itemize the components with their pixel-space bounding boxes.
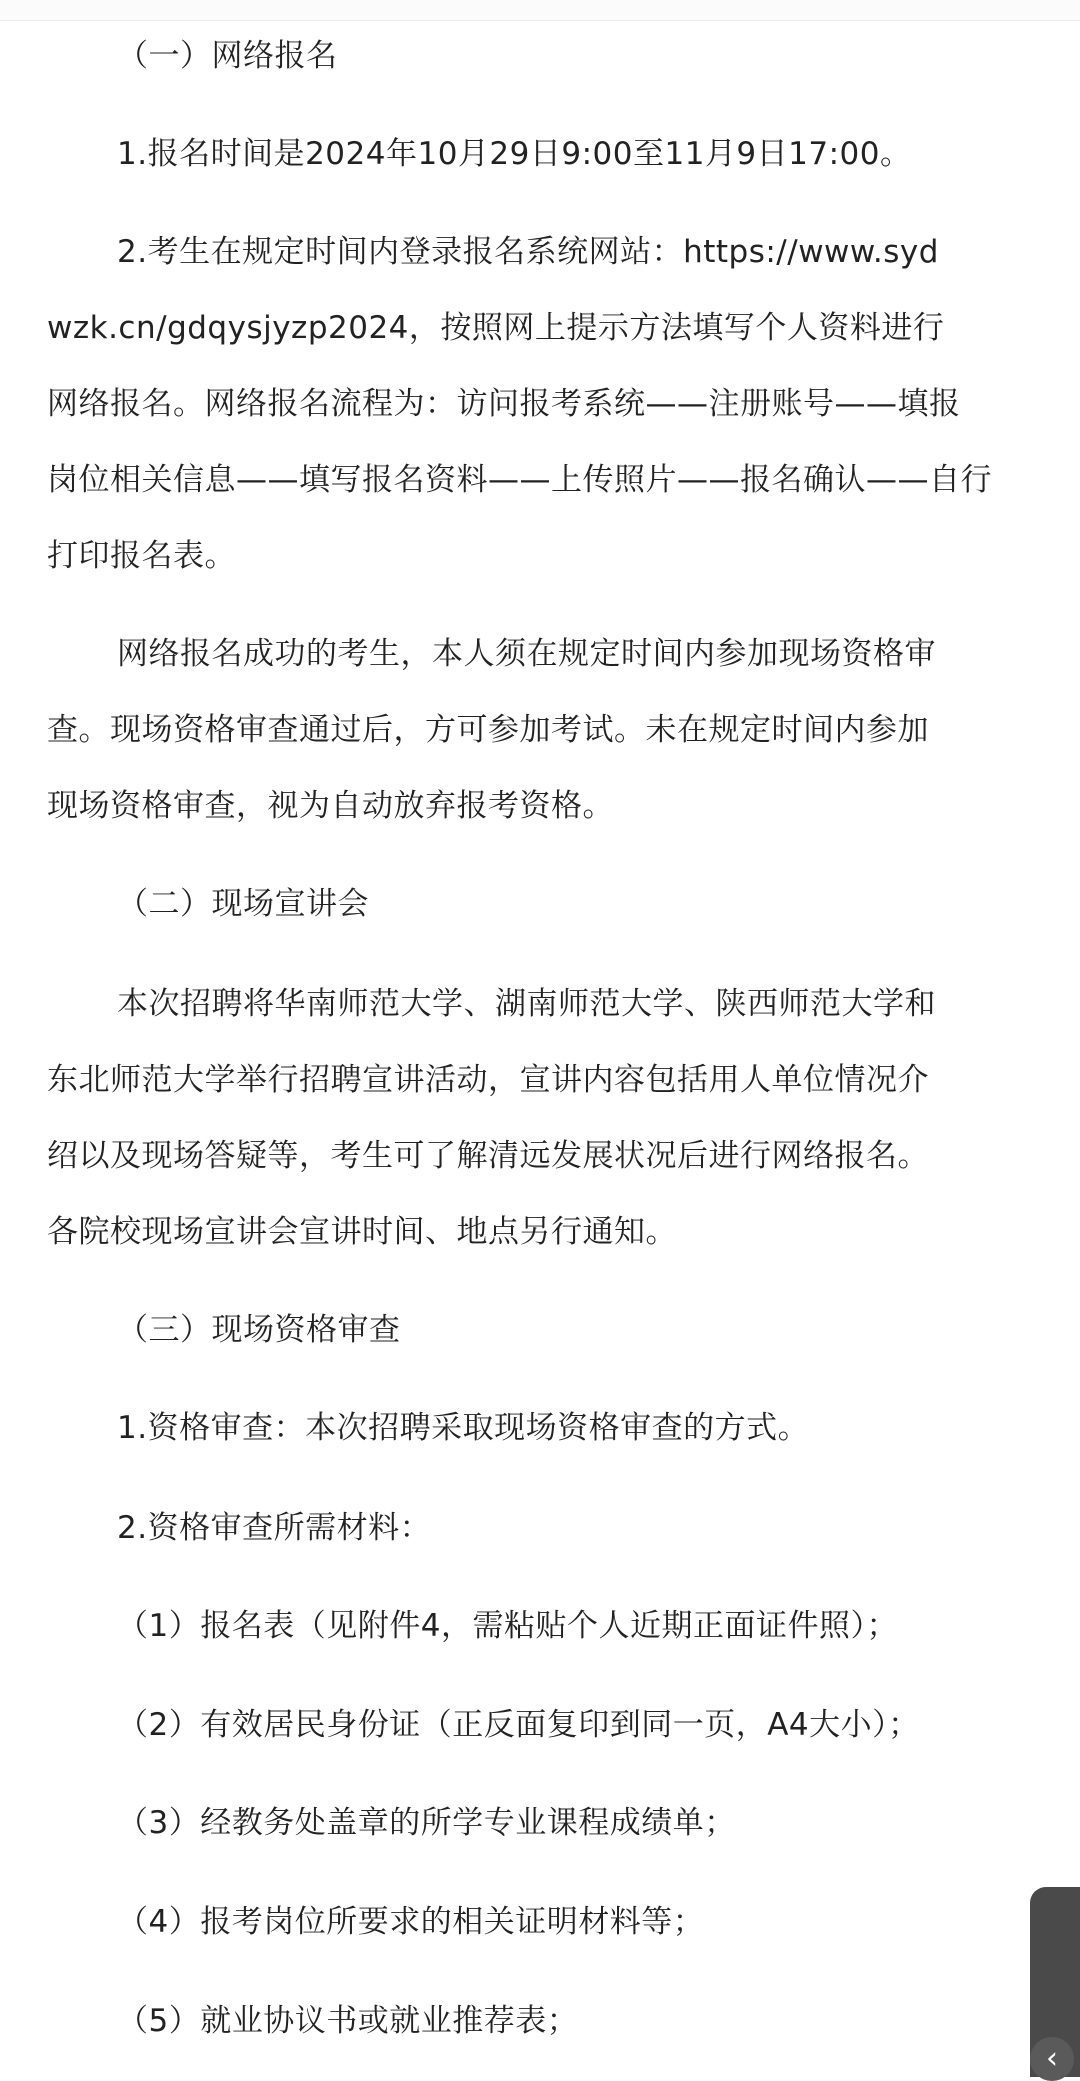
section3-item1: 1.资格审查：本次招聘采取现场资格审查的方式。	[117, 1410, 810, 1446]
text-line: 网络报名成功的考生，本人须在规定时间内参加现场资格审	[117, 636, 936, 672]
section3-item2: 2.资格审查所需材料：	[117, 1510, 432, 1546]
side-panel-handle[interactable]	[1030, 1887, 1080, 2077]
section2-body	[47, 966, 1037, 1270]
text-line: 现场资格审查，视为自动放弃报考资格。	[47, 788, 614, 824]
text-line: 2.考生在规定时间内登录报名系统网站：https://www.syd	[117, 234, 939, 270]
section2-heading: （二）现场宣讲会	[117, 886, 369, 922]
material-item-5: （5）就业协议书或就业推荐表；	[117, 2003, 579, 2039]
text-line: 东北师范大学举行招聘宣讲活动，宣讲内容包括用人单位情况介	[47, 1062, 929, 1098]
section3-heading: （三）现场资格审查	[117, 1312, 401, 1348]
text-line: 本次招聘将华南师范大学、湖南师范大学、陕西师范大学和	[117, 986, 936, 1022]
material-item-4: （4）报考岗位所要求的相关证明材料等；	[117, 1904, 705, 1940]
material-item-1: （1）报名表（见附件4，需粘贴个人近期正面证件照）；	[117, 1608, 898, 1644]
text-line: 岗位相关信息——填写报名资料——上传照片——报名确认——自行	[47, 462, 992, 498]
section1-heading: （一）网络报名	[117, 38, 338, 74]
text-line: 网络报名。网络报名流程为：访问报考系统——注册账号——填报	[47, 386, 961, 422]
section1-item1: 1.报名时间是2024年10月29日9:00至11月9日17:00。	[117, 136, 912, 172]
section1-item2	[47, 214, 1037, 594]
text-line: 绍以及现场答疑等，考生可了解清远发展状况后进行网络报名。	[47, 1138, 929, 1174]
text-line: 各院校现场宣讲会宣讲时间、地点另行通知。	[47, 1214, 677, 1250]
text-line: wzk.cn/gdqysjyzp2024，按照网上提示方法填写个人资料进行	[47, 310, 945, 346]
chevron-left-icon[interactable]: ‹	[1030, 2037, 1074, 2081]
text-line: 打印报名表。	[47, 538, 236, 574]
text-line: 查。现场资格审查通过后，方可参加考试。未在规定时间内参加	[47, 712, 929, 748]
section1-note	[47, 616, 1037, 844]
material-item-2: （2）有效居民身份证（正反面复印到同一页，A4大小）；	[117, 1707, 920, 1743]
material-item-3: （3）经教务处盖章的所学专业课程成绩单；	[117, 1805, 736, 1841]
